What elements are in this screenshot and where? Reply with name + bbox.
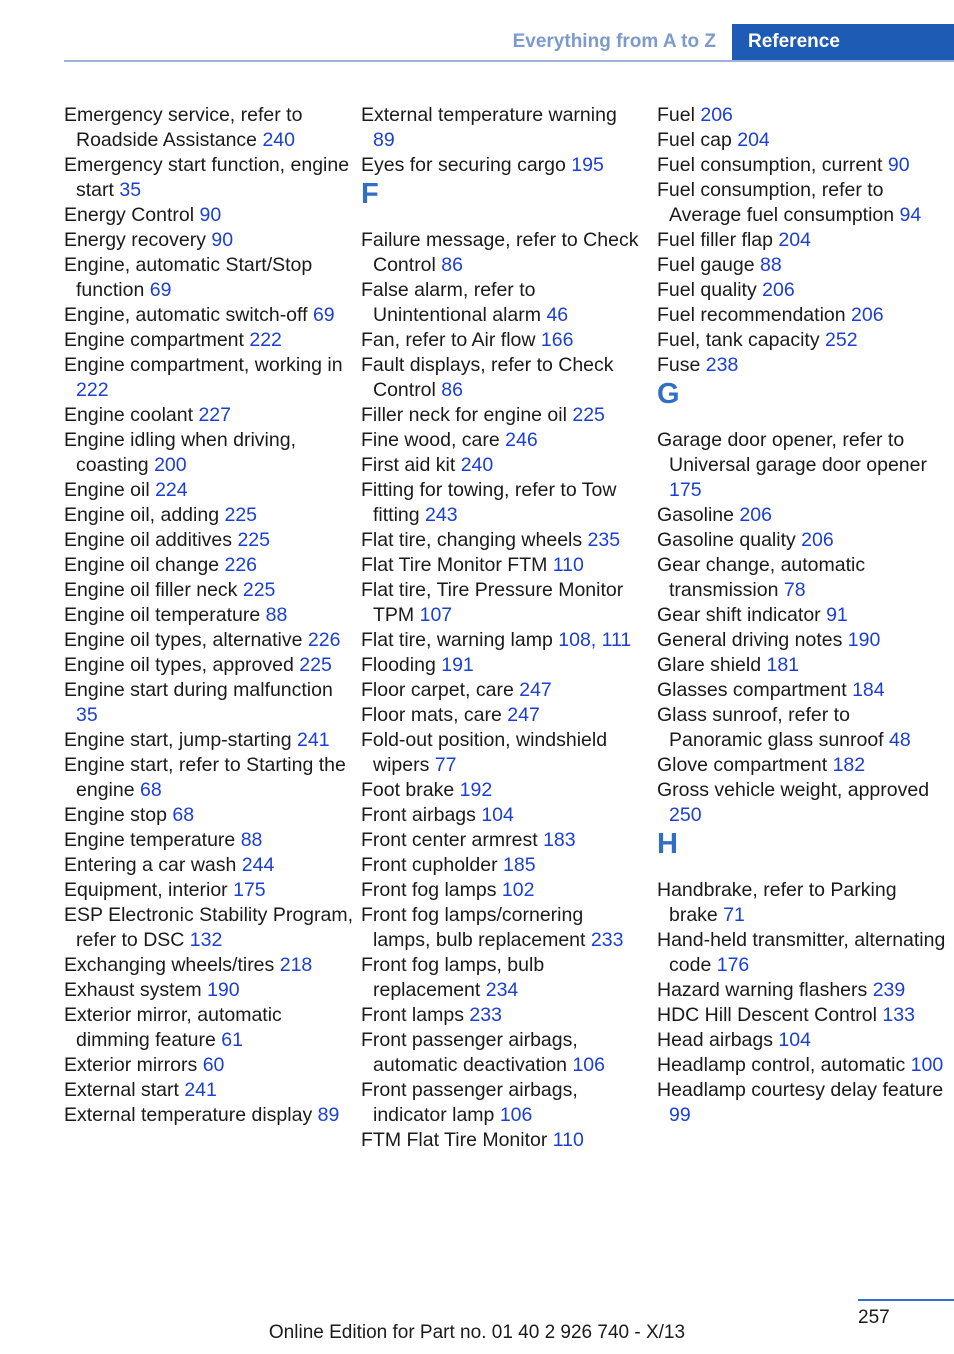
index-entry — [657, 353, 947, 378]
index-entry-term: Floor mats, care — [361, 704, 502, 726]
index-entry-page-link[interactable]: 185 — [503, 854, 536, 876]
index-entry-term: Emergency service, refer to Roadside Assistance — [64, 104, 303, 151]
index-entry-term: Glove compartment — [657, 754, 828, 776]
index-entry-page-link[interactable]: 48 — [889, 729, 911, 751]
index-entry-page-link[interactable]: 190 — [847, 629, 881, 651]
index-entry — [361, 1003, 641, 1028]
index-entry — [361, 828, 641, 853]
index-entry-page-link[interactable]: 90 — [211, 229, 234, 251]
index-entry — [361, 328, 641, 353]
index-entry-page-link[interactable]: 90 — [199, 204, 222, 226]
index-entry — [64, 828, 354, 853]
index-entry-page-link[interactable]: 200 — [154, 454, 187, 476]
index-entry-page-link[interactable]: 250 — [669, 804, 702, 826]
index-entry-page-link[interactable]: 89 — [317, 1104, 340, 1126]
index-entry — [657, 328, 947, 353]
index-entry — [64, 903, 354, 953]
index-entry-page-link[interactable]: 222 — [76, 379, 109, 401]
index-entry-term: Engine oil — [64, 479, 150, 501]
index-entry-page-link[interactable]: 104 — [778, 1029, 811, 1051]
index-entry-page-link[interactable]: 106 — [572, 1054, 605, 1076]
index-entry-page-link[interactable]: 222 — [249, 329, 282, 351]
index-entry — [64, 853, 354, 878]
index-entry-term: Foot brake — [361, 779, 455, 801]
index-entry — [657, 553, 947, 603]
index-entry-page-link[interactable]: 88 — [760, 254, 782, 276]
index-entry-page-link[interactable]: 91 — [826, 604, 848, 626]
index-entry — [64, 1053, 354, 1078]
index-entry-page-link[interactable]: 191 — [441, 654, 474, 676]
index-entry-page-link[interactable]: 243 — [425, 504, 458, 526]
index-entry-term: Engine, automatic switch-off — [64, 304, 308, 326]
index-entry-term: Hazard warning flashers — [657, 979, 868, 1001]
index-entry-term: Engine oil, adding — [64, 504, 220, 526]
index-entry — [361, 278, 641, 328]
index-entry — [657, 303, 947, 328]
index-entry — [657, 128, 947, 153]
index-entry-term: Engine oil change — [64, 554, 220, 576]
index-entry — [657, 228, 947, 253]
index-entry-term: Engine, automatic Start/Stop function — [64, 254, 313, 301]
index-entry-page-link[interactable]: 176 — [716, 954, 750, 976]
index-entry-page-link[interactable]: 69 — [312, 304, 335, 326]
index-entry — [657, 678, 947, 703]
index-entry-term: Failure message, refer to Check Control — [361, 229, 639, 276]
index-entry-page-link[interactable]: 234 — [485, 979, 519, 1001]
index-entry-page-link[interactable]: 206 — [801, 529, 834, 551]
index-entry-page-link[interactable]: 88 — [240, 829, 263, 851]
index-entry-page-link[interactable]: 94 — [899, 204, 922, 226]
index-entry-term: Engine compartment, working in — [64, 354, 343, 376]
index-entry — [361, 903, 641, 953]
index-entry-term: Engine coolant — [64, 404, 194, 426]
page-number: 257 — [858, 1307, 890, 1328]
index-entry-page-link[interactable]: 204 — [737, 129, 770, 151]
index-entry — [361, 478, 641, 528]
index-entry-page-link[interactable]: 183 — [543, 829, 576, 851]
index-entry — [64, 503, 354, 528]
index-entry — [64, 1078, 354, 1103]
index-entry-term: FTM Flat Tire Monitor — [361, 1129, 548, 1151]
index-entry-page-link[interactable]: 206 — [851, 304, 884, 326]
index-entry-page-link[interactable]: 110 — [552, 1129, 584, 1151]
index-entry-page-link[interactable]: 86 — [441, 379, 463, 401]
index-entry — [361, 153, 641, 178]
index-entry — [657, 703, 947, 753]
index-entry-term: Equipment, interior — [64, 879, 228, 901]
index-entry-page-link[interactable]: 106 — [499, 1104, 533, 1126]
index-entry-page-link[interactable]: 225 — [237, 529, 270, 551]
index-entry — [657, 178, 947, 228]
index-entry-page-link[interactable]: 110 — [552, 554, 584, 576]
page-number-rule — [858, 1299, 954, 1301]
index-letter-heading: G — [657, 378, 680, 410]
index-entry-term: Entering a car wash — [64, 854, 237, 876]
index-entry-page-link[interactable]: 184 — [852, 679, 885, 701]
index-entry-page-link[interactable]: 86 — [441, 254, 463, 276]
index-entry-page-link[interactable]: 195 — [571, 154, 604, 176]
index-entry-page-link[interactable]: 218 — [279, 954, 313, 976]
index-entry — [361, 353, 641, 403]
index-entry-term: Exterior mirrors — [64, 1054, 198, 1076]
index-entry-page-link[interactable]: 90 — [887, 154, 910, 176]
index-entry — [657, 103, 947, 128]
index-entry — [361, 878, 641, 903]
index-letter-heading: F — [361, 178, 379, 210]
index-entry — [64, 1103, 354, 1128]
index-entry — [64, 653, 354, 678]
index-entry-page-link[interactable]: 252 — [825, 329, 858, 351]
index-entry — [361, 1078, 641, 1128]
index-entry-page-link[interactable]: 175 — [669, 479, 702, 501]
index-entry-page-link[interactable]: 204 — [778, 229, 811, 251]
index-entry-term: Glasses compartment — [657, 679, 847, 701]
index-entry — [64, 253, 354, 303]
index-entry-page-link[interactable]: 190 — [207, 979, 240, 1001]
index-entry — [64, 103, 354, 153]
index-column-2 — [361, 103, 641, 1153]
index-entry-term: Front lamps — [361, 1004, 464, 1026]
index-entry-term: Head airbags — [657, 1029, 773, 1051]
index-entry-page-link[interactable]: 46 — [546, 304, 569, 326]
index-entry-page-link[interactable]: 225 — [224, 504, 258, 526]
index-entry-page-link[interactable]: 239 — [872, 979, 906, 1001]
index-entry-page-link[interactable]: 61 — [221, 1029, 243, 1051]
index-entry-term: Headlamp control, automatic — [657, 1054, 906, 1076]
index-entry-page-link[interactable]: 71 — [723, 904, 745, 926]
index-entry-page-link[interactable]: 175 — [233, 879, 266, 901]
index-entry-term: Gear shift indicator — [657, 604, 821, 626]
index-entry-term: Front fog lamps — [361, 879, 497, 901]
footer-edition-note: Online Edition for Part no. 01 40 2 926 740 - X/13 — [268, 1322, 686, 1343]
index-entry-page-link[interactable]: 100 — [910, 1054, 944, 1076]
index-entry-term: Engine oil temperature — [64, 604, 261, 626]
index-entry-page-link[interactable]: 233 — [469, 1004, 502, 1026]
index-entry — [64, 228, 354, 253]
index-entry-term: False alarm, refer to Unintentional alarm — [361, 279, 542, 326]
index-entry-page-link[interactable]: 235 — [587, 529, 621, 551]
index-entry-term: HDC Hill Descent Control — [657, 1004, 877, 1026]
header-tab-reference: Reference — [732, 24, 954, 60]
index-entry — [657, 628, 947, 653]
header-section-title: Everything from A to Z — [512, 31, 716, 52]
index-entry-page-link[interactable]: 107 — [419, 604, 453, 626]
index-entry — [64, 978, 354, 1003]
index-entry — [64, 603, 354, 628]
index-entry-term: Flat tire, warning lamp — [361, 629, 553, 651]
index-entry-term: Flooding — [361, 654, 436, 676]
index-entry-term: Filler neck for engine oil — [361, 404, 567, 426]
index-entry-term: Hand-held transmitter, alternating code — [657, 929, 946, 976]
index-entry — [361, 1028, 641, 1078]
index-entry — [64, 728, 354, 753]
index-entry-term: Engine oil types, approved — [64, 654, 294, 676]
index-entry-term: Flat tire, Tire Pressure Monitor TPM — [361, 579, 624, 626]
index-entry — [361, 428, 641, 453]
index-entry — [64, 953, 354, 978]
index-entry — [657, 753, 947, 778]
index-entry — [361, 778, 641, 803]
index-entry-term: Flat tire, changing wheels — [361, 529, 583, 551]
index-entry — [64, 1003, 354, 1053]
index-entry-term: Engine temperature — [64, 829, 236, 851]
index-entry-page-link[interactable]: 227 — [198, 404, 231, 426]
index-entry-page-link[interactable]: 241 — [184, 1079, 217, 1101]
index-entry — [64, 753, 354, 803]
index-entry-page-link[interactable]: 225 — [242, 579, 276, 601]
index-entry-term: Engine start during malfunction — [64, 679, 333, 701]
index-entry — [361, 103, 641, 153]
index-entry-term: Fuel recommendation — [657, 304, 846, 326]
index-entry-page-link[interactable]: 240 — [460, 454, 494, 476]
index-entry — [361, 578, 641, 628]
index-entry — [361, 728, 641, 778]
index-entry-term: Exchanging wheels/tires — [64, 954, 275, 976]
index-entry-page-link[interactable]: 104 — [481, 804, 514, 826]
index-entry — [657, 1003, 947, 1028]
index-entry-term: Handbrake, refer to Parking brake — [657, 879, 897, 926]
index-entry-page-link[interactable]: 69 — [149, 279, 172, 301]
index-entry-page-link[interactable]: 68 — [172, 804, 195, 826]
index-entry — [64, 553, 354, 578]
index-entry — [361, 703, 641, 728]
index-entry-term: Front airbags — [361, 804, 476, 826]
index-entry-term: Flat Tire Monitor FTM — [361, 554, 548, 576]
index-entry — [361, 228, 641, 278]
index-entry-term: Fuel filler flap — [657, 229, 773, 251]
index-entry-term: Engine start, refer to Starting the engine — [64, 754, 346, 801]
index-entry-term: Front fog lamps/cornering lamps, bulb replacement — [361, 904, 586, 951]
index-entry-page-link[interactable]: 35 — [76, 704, 98, 726]
index-entry — [64, 528, 354, 553]
index-entry — [64, 578, 354, 603]
index-entry — [361, 453, 641, 478]
index-entry — [64, 428, 354, 478]
index-entry-term: Fault displays, refer to Check Control — [361, 354, 614, 401]
index-column-1 — [64, 103, 354, 1128]
index-entry — [64, 328, 354, 353]
index-entry — [64, 403, 354, 428]
index-entry-term: Exhaust system — [64, 979, 202, 1001]
index-entry — [657, 278, 947, 303]
index-entry-page-link[interactable]: 206 — [700, 104, 733, 126]
index-entry-page-link[interactable]: 68 — [139, 779, 162, 801]
index-entry-page-link[interactable]: 182 — [832, 754, 866, 776]
index-entry — [361, 678, 641, 703]
index-entry — [657, 978, 947, 1003]
index-entry-page-link[interactable]: 132 — [189, 929, 223, 951]
index-entry-term: Front passenger airbags, automatic deactivation — [361, 1029, 578, 1076]
index-entry-page-link[interactable]: 133 — [882, 1004, 915, 1026]
index-entry-page-link[interactable]: 192 — [459, 779, 493, 801]
index-entry-term: Emergency start function, engine start — [64, 154, 350, 201]
index-entry-term: Eyes for securing cargo — [361, 154, 566, 176]
index-entry — [361, 1128, 641, 1153]
index-entry-page-link[interactable]: 225 — [299, 654, 332, 676]
index-entry-term: Gasoline — [657, 504, 734, 526]
index-entry-term: Gasoline quality — [657, 529, 796, 551]
index-entry — [361, 628, 641, 653]
index-entry — [64, 678, 354, 728]
index-entry — [64, 203, 354, 228]
index-entry-page-link[interactable]: 166 — [540, 329, 574, 351]
index-entry — [657, 603, 947, 628]
index-entry-page-link[interactable]: 246 — [505, 429, 538, 451]
index-entry-page-link[interactable]: 241 — [297, 729, 330, 751]
index-entry — [657, 778, 947, 828]
index-entry — [64, 628, 354, 653]
index-entry-term: Fuel cap — [657, 129, 732, 151]
index-entry-term: Energy recovery — [64, 229, 206, 251]
index-entry-term: Garage door opener, refer to Universal garage door opener — [657, 429, 927, 476]
index-entry — [361, 653, 641, 678]
index-column-3 — [657, 103, 947, 1128]
index-entry-page-link[interactable]: 244 — [241, 854, 275, 876]
index-entry-term: Gear change, automatic transmission — [657, 554, 866, 601]
index-entry-term: Engine idling when driving, coasting — [64, 429, 296, 476]
index-entry-term: General driving notes — [657, 629, 843, 651]
index-entry-term: Front cupholder — [361, 854, 498, 876]
index-entry-page-link[interactable]: 78 — [783, 579, 806, 601]
index-entry-term: Fuse — [657, 354, 701, 376]
index-entry-page-link[interactable]: 88 — [265, 604, 288, 626]
index-entry — [657, 528, 947, 553]
index-entry-term: External start — [64, 1079, 179, 1101]
index-entry — [657, 253, 947, 278]
index-entry — [64, 803, 354, 828]
index-entry-page-link[interactable]: 206 — [739, 504, 772, 526]
index-entry-term: External temperature display — [64, 1104, 313, 1126]
index-entry-term: Front center armrest — [361, 829, 538, 851]
index-entry-page-link[interactable]: 206 — [762, 279, 795, 301]
index-entry-page-link[interactable]: 224 — [155, 479, 188, 501]
index-entry — [64, 153, 354, 203]
index-entry — [64, 878, 354, 903]
index-entry-page-link[interactable]: 77 — [434, 754, 457, 776]
index-entry — [361, 553, 641, 578]
index-entry-term: Glass sunroof, refer to Panoramic glass sunroof — [657, 704, 884, 751]
index-entry-term: First aid kit — [361, 454, 456, 476]
index-entry-term: Energy Control — [64, 204, 195, 226]
index-entry — [657, 878, 947, 928]
index-letter-heading: H — [657, 828, 678, 860]
index-entry-page-link[interactable]: 89 — [373, 129, 395, 151]
index-entry-page-link[interactable]: 108, 111 — [558, 629, 632, 651]
index-entry-term: External temperature warning — [361, 104, 617, 126]
index-entry-page-link[interactable]: 226 — [307, 629, 341, 651]
index-entry-page-link[interactable]: 238 — [705, 354, 739, 376]
index-entry-page-link[interactable]: 99 — [669, 1104, 691, 1126]
index-entry-page-link[interactable]: 60 — [202, 1054, 225, 1076]
index-entry-term: Engine compartment — [64, 329, 244, 351]
index-entry-term: Engine stop — [64, 804, 167, 826]
index-entry-term: Fold-out position, windshield wipers — [361, 729, 608, 776]
index-entry-term: Fuel consumption, refer to Average fuel consumption — [657, 179, 895, 226]
index-entry-term: Fitting for towing, refer to Tow fitting — [361, 479, 617, 526]
index-entry — [64, 303, 354, 328]
index-entry-term: Floor carpet, care — [361, 679, 514, 701]
index-entry — [361, 403, 641, 428]
index-entry — [361, 953, 641, 1003]
index-entry — [657, 428, 947, 503]
index-entry-page-link[interactable]: 102 — [501, 879, 535, 901]
index-entry-term: Fan, refer to Air flow — [361, 329, 536, 351]
index-entry — [657, 928, 947, 978]
index-entry-page-link[interactable]: 181 — [766, 654, 800, 676]
index-entry — [64, 478, 354, 503]
index-entry-term: Fuel gauge — [657, 254, 755, 276]
index-entry — [361, 528, 641, 553]
index-entry-term: Engine oil additives — [64, 529, 233, 551]
header-rule — [64, 60, 954, 62]
index-entry-term: Fuel consumption, current — [657, 154, 883, 176]
index-entry-term: Front fog lamps, bulb replacement — [361, 954, 545, 1001]
index-entry-page-link[interactable]: 226 — [224, 554, 258, 576]
index-entry-page-link[interactable]: 35 — [119, 179, 142, 201]
index-entry — [657, 653, 947, 678]
index-entry — [657, 503, 947, 528]
index-entry — [657, 1028, 947, 1053]
index-entry — [657, 153, 947, 178]
index-entry-page-link[interactable]: 225 — [572, 404, 605, 426]
index-entry-term: Fuel — [657, 104, 695, 126]
index-entry-term: Engine start, jump-starting — [64, 729, 292, 751]
index-entry — [361, 803, 641, 828]
index-entry-page-link[interactable]: 247 — [519, 679, 552, 701]
index-entry-term: Fuel quality — [657, 279, 757, 301]
index-entry-term: Engine oil types, alternative — [64, 629, 303, 651]
index-entry-term: Exterior mirror, automatic dimming feature — [64, 1004, 282, 1051]
index-entry — [657, 1053, 947, 1078]
index-entry-term: ESP Electronic Stability Program, refer to DSC — [64, 904, 354, 951]
index-entry — [361, 853, 641, 878]
index-entry — [64, 353, 354, 403]
index-entry-term: Headlamp courtesy delay feature — [657, 1079, 944, 1101]
index-entry-page-link[interactable]: 233 — [590, 929, 624, 951]
index-entry-page-link[interactable]: 247 — [507, 704, 540, 726]
index-entry-term: Fuel, tank capacity — [657, 329, 820, 351]
index-entry — [657, 1078, 947, 1128]
index-entry-term: Fine wood, care — [361, 429, 500, 451]
index-entry-term: Front passenger airbags, indicator lamp — [361, 1079, 578, 1126]
index-entry-page-link[interactable]: 240 — [262, 129, 295, 151]
index-entry-term: Gross vehicle weight, approved — [657, 779, 930, 801]
index-entry-term: Engine oil filler neck — [64, 579, 238, 601]
index-entry-term: Glare shield — [657, 654, 762, 676]
